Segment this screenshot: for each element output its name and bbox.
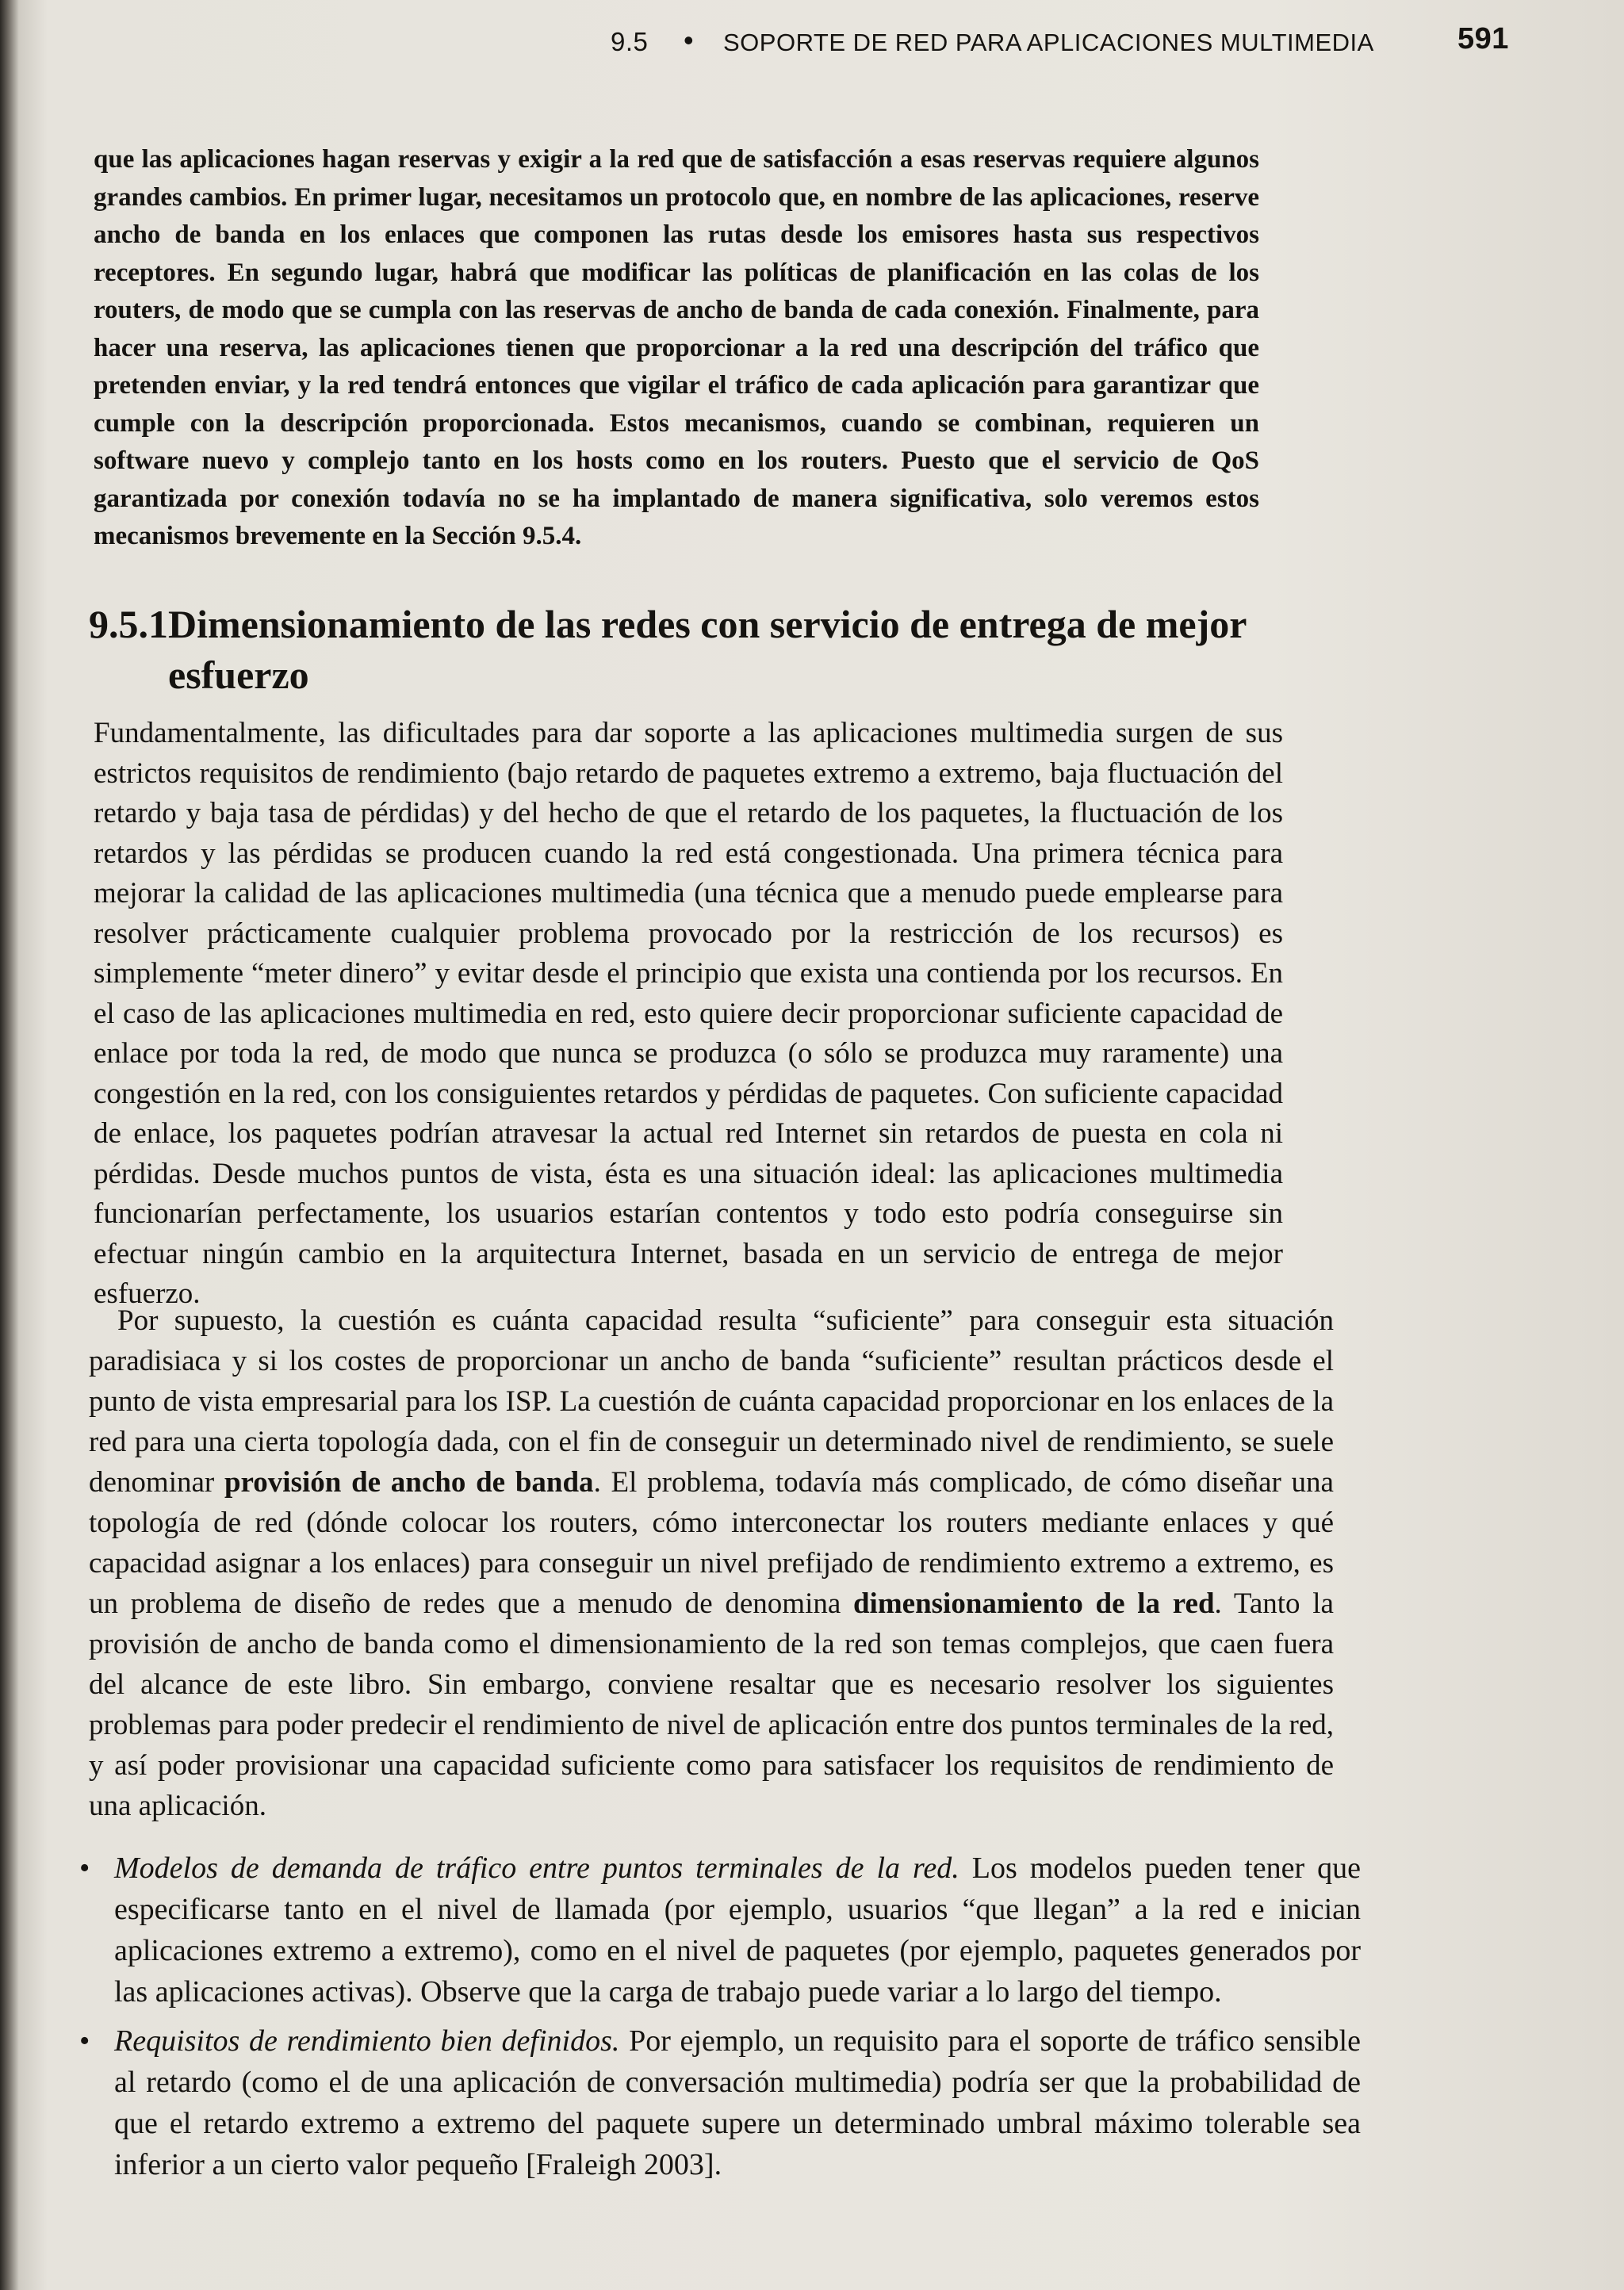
fundamentals-paragraph: Fundamentalmente, las dificultades para dar soporte a las aplicaciones multimedia surgen de sus estrictos requisitos de rendimiento (bajo retardo de paquetes extremo a extremo, baja fluctuación del retardo y baja tasa de pérdidas) y del hecho de que el retardo de los paquetes, la fluctuación de los retardos y las pérdidas se producen cuando la red está congestionada. Una primera técnica para mejorar la calidad de las aplicaciones multimedia (una técnica que a menudo puede emplearse para resolver prácticamente cualquier problema provocado por la restricción de los recursos) es simplemente “meter dinero” y evitar desde el principio que exista una contienda por los recursos. En el caso de las aplicaciones multimedia en red, esto quiere decir proporcionar suficiente capacidad de enlace por toda la red, de modo que nunca se produzca (o sólo se produzca muy raramente) una congestión en la red, con los consiguientes retardos y pérdidas de paquetes. Con suficiente capacidad de enlace, los paquetes podrían atravesar la actual red Internet sin retardos de puesta en cola ni pérdidas. Desde muchos puntos de vista, ésta es una situación ideal: las aplicaciones multimedia funcionarían perfectamente, los usuarios estarían contentos y todo esto podría conseguirse sin efectuar ningún cambio en la arquitectura Internet, basada en un servicio de entrega de mejor esfuerzo.	[94, 717, 1283, 1310]
bullet-lead: Requisitos de rendimiento bien definidos.	[114, 2024, 620, 2058]
running-head-section: 9.5	[611, 27, 649, 56]
page-number: 591	[1457, 22, 1509, 56]
bullet-text: Los modelos pueden tener que especificarse tanto en el nivel de llamada (por ejemplo, usuarios “que llegan” a la red e inician aplicaciones extremo a extremo), como en el nivel de paquetes (por ejemplo, paquetes generados por las aplicaciones activas). Observe que la carga de trabajo puede variar a lo largo del tiempo.	[114, 1852, 1362, 2009]
term-bandwidth-provisioning: provisión de ancho de banda	[224, 1466, 594, 1499]
bullet-list	[76, 1848, 1361, 2193]
section-title: Dimensionamiento de las redes con servicio de entrega de mejor esfuerzo	[168, 602, 1247, 697]
provision-text-1: Por supuesto, la cuestión es cuánta capacidad resulta “suficiente” para conseguir esta situación paradisiaca y si los costes de proporcionar un ancho de banda “suficiente” resultan prácticos desde el punto de vista empresarial para los ISP. La cuestión de cuánta capacidad proporcionar en los enlaces de la red para una cierta topología dada, con el fin de conseguir un determinado nivel de rendimiento, se suele denominar	[89, 1304, 1334, 1499]
bullet-text: Por ejemplo, un requisito para el soporte de tráfico sensible al retardo (como el de una aplicación de conversación multimedia) podría ser que la probabilidad de que el retardo extremo a extremo del paquete supere un determinado umbral máximo tolerable sea inferior a un cierto valor pequeño [Fraleigh 2003].	[114, 2024, 1361, 2181]
list-item	[76, 1848, 1361, 2012]
bullet-lead: Modelos de demanda de tráfico entre puntos terminales de la red.	[114, 1852, 959, 1885]
intro-paragraph: que las aplicaciones hagan reservas y exigir a la red que de satisfacción a esas reservas requiere algunos grandes cambios. En primer lugar, necesitamos un protocolo que, en nombre de las aplicaciones, reserve ancho de banda en los enlaces que componen las rutas desde los emisores hasta sus respectivos receptores. En segundo lugar, habrá que modificar las políticas de planificación en las colas de los routers, de modo que se cumpla con las reservas de ancho de banda de cada conexión. Finalmente, para hacer una reserva, las aplicaciones tienen que proporcionar a la red una descripción del tráfico que pretenden enviar, y la red tendrá entonces que vigilar el tráfico de cada aplicación para garantizar que cumple con la descripción proporcionada. Estos mecanismos, cuando se combinan, requieren un software nuevo y complejo tanto en los hosts como en los routers. Puesto que el servicio de QoS garantizada por conexión todavía no se ha implantado de manera significativa, solo veremos estos mecanismos brevemente en la Sección 9.5.4.	[94, 145, 1259, 550]
running-head-separator: •	[684, 24, 695, 56]
running-head	[611, 16, 1515, 63]
provision-text-3: . Tanto la provisión de ancho de banda como el dimensionamiento de la red son temas complejos, que caen fuera del alcance de este libro. Sin embargo, conviene resaltar que es necesario resolver los siguientes problemas para poder predecir el rendimiento de nivel de aplicación entre dos puntos terminales de la red, y así poder provisionar una capacidad suficiente como para satisfacer los requisitos de rendimiento de una aplicación.	[89, 1587, 1334, 1822]
provision-text-2: . El problema, todavía más complicado, de cómo diseñar una topología de red (dónde colocar los routers, cómo interconectar los routers mediante enlaces y qué capacidad asignar a los enlaces) para conseguir un nivel prefijado de rendimiento extremo a extremo, es un problema de diseño de redes que a menudo de denomina	[89, 1466, 1334, 1620]
section-number: 9.5.1	[89, 602, 168, 646]
term-network-dimensioning: dimensionamiento de la red	[852, 1587, 1215, 1620]
bullet-marker: •	[79, 1852, 90, 1885]
provision-paragraph	[89, 1300, 1334, 1826]
list-item	[76, 2020, 1361, 2185]
running-head-title: SOPORTE DE RED PARA APLICACIONES MULTIMEDIA	[723, 29, 1374, 56]
bullet-marker: •	[79, 2024, 90, 2058]
